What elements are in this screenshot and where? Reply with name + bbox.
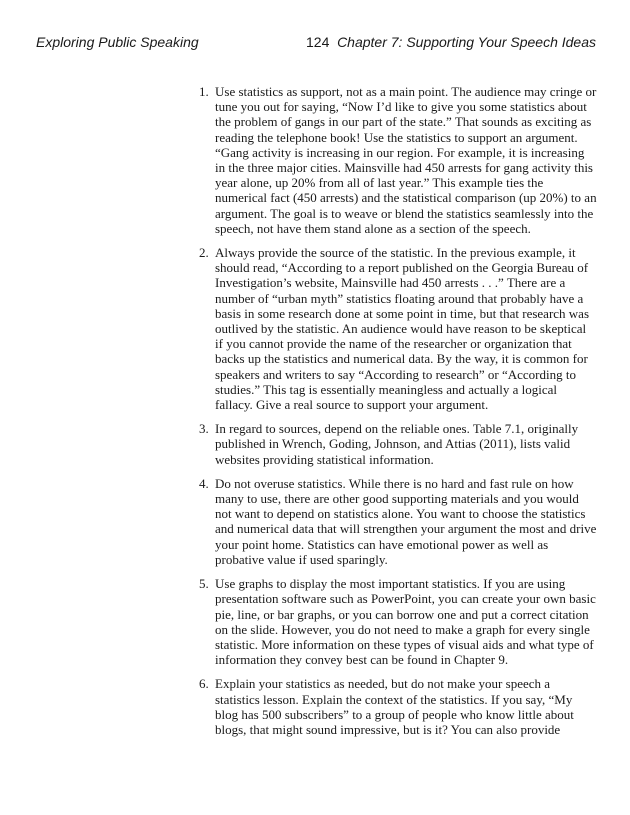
list-item bbox=[199, 576, 597, 667]
list-item bbox=[199, 421, 597, 467]
page-number: 124 bbox=[306, 34, 330, 50]
list-item-number: 1. bbox=[199, 84, 209, 99]
list-item bbox=[199, 84, 597, 236]
book-title: Exploring Public Speaking bbox=[36, 34, 199, 50]
list-item-text: In regard to sources, depend on the reliable ones. Table 7.1, originally published in Wrench, Goding, Johnson, and Attias (2011), lists valid websites providing statistical information. bbox=[215, 421, 579, 467]
list-item-number: 4. bbox=[199, 475, 209, 491]
list-item-text: Use statistics as support, not as a main point. The audience may cringe or tune you out for saying, “Now I’d like to give you some statistics about the problem of gangs in our part of the state.” That sounds as exciting as reading the telephone book! Use the statistics to support an argument. “Gang activity is increasing in our region. For example, it is increasing in the three major cities. Mainsville had 450 arrests for gang activity this year alone, up 20% from all of last year.” This example ties the numerical fact (450 arrests) and the statistical comparison (up 20%) to an argument. The goal is to weave or blend the statistics seamlessly into the speech, not have them stand alone as a section of the speech. bbox=[215, 84, 597, 236]
list-item-text: Always provide the source of the statistic. In the previous example, it should read, “According to a report published on the Georgia Bureau of Investigation’s website, Mainsville had 450 arrests . . .” There are a number of “urban myth” statistics floating around that probably have a basis in some research done at some point in time, but that research was outlived by the statistic. An audience would have reason to be skeptical if you cannot provide the name of the researcher or organization that backs up the statistics and numerical data. By the way, it is common for speakers and writers to say “According to research” or “According to studies.” This tag is essentially meaningless and actually a logical fallacy. Give a real source to support your argument. bbox=[215, 245, 590, 413]
list-item-number: 2. bbox=[199, 245, 209, 261]
list-item bbox=[199, 245, 597, 412]
list-item-number: 6. bbox=[199, 676, 209, 692]
list-item-number: 3. bbox=[199, 421, 209, 437]
list-item-text: Use graphs to display the most important statistics. If you are using presentation software such as PowerPoint, you can create your own basic pie, line, or bar graphs, or you can borrow one and put a correct citation on the slide. However, you do not need to make a graph for every single statistic. More information on these types of visual aids and what type of information they convey best can be found in Chapter 9. bbox=[215, 576, 596, 668]
numbered-list bbox=[199, 84, 597, 746]
list-item bbox=[199, 676, 597, 737]
list-item-text: Do not overuse statistics. While there is no hard and fast rule on how many to use, there are other good supporting materials and you would not want to depend on statistics alone. You want to choose the statistics and numerical data that will strengthen your argument the most and drive your point home. Statistics can have emotional power as well as probative value if used sparingly. bbox=[215, 475, 597, 567]
running-header bbox=[36, 34, 596, 54]
list-item-number: 5. bbox=[199, 576, 209, 592]
list-item bbox=[199, 476, 597, 567]
list-item-text: Explain your statistics as needed, but do not make your speech a statistics lesson. Explain the context of the statistics. If you say, “My blog has 500 subscribers” to a group of people who know little about blogs, that might sound impressive, but is it? You can also provide bbox=[215, 676, 574, 737]
chapter-title: Chapter 7: Supporting Your Speech Ideas bbox=[337, 34, 596, 50]
